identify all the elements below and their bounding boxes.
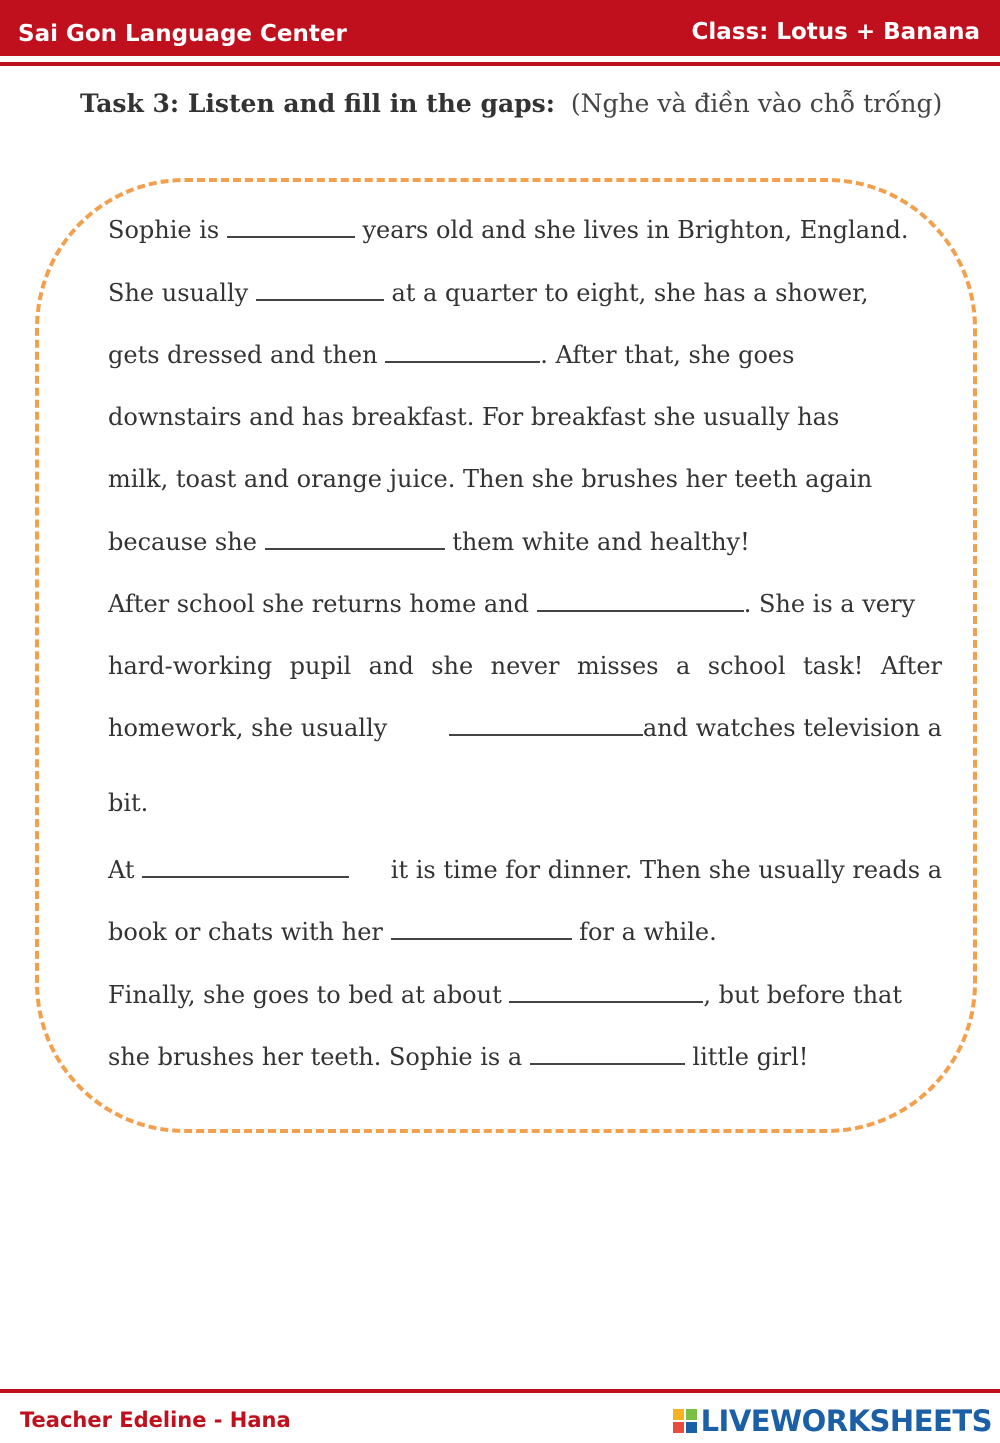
passage-line: Finally, she goes to bed at about , but before that [108, 981, 902, 1009]
logo-blocks-icon [673, 1409, 697, 1433]
passage-line: At it is time for dinner. Then she usually reads a [108, 856, 942, 884]
passage-line: downstairs and has breakfast. For breakfast she usually has [108, 403, 840, 431]
passage-line: bit. [108, 789, 149, 817]
blank-field[interactable] [256, 277, 384, 301]
task-title-note: (Nghe và điền vào chỗ trống) [570, 89, 943, 118]
blank-field[interactable] [509, 979, 703, 1003]
blank-field[interactable] [391, 916, 572, 940]
blank-field[interactable] [530, 1041, 685, 1065]
passage-line: milk, toast and orange juice. Then she brushes her teeth again [108, 465, 873, 493]
passage-line: book or chats with her for a while. [108, 918, 717, 946]
passage-line: After school she returns home and . She is a very [108, 590, 916, 618]
blank-field[interactable] [385, 339, 540, 363]
task-title [80, 86, 946, 121]
school-name: Sai Gon Language Center [18, 21, 347, 47]
passage-line: she brushes her teeth. Sophie is a little girl! [108, 1043, 809, 1071]
passage-line: because she them white and healthy! [108, 528, 750, 556]
blank-field[interactable] [142, 854, 349, 878]
passage-line: homework, she usually and watches television a [108, 714, 942, 742]
passage-line: hard-working pupil and she never misses a school task! After [108, 652, 942, 680]
footer-divider [0, 1389, 1000, 1393]
teacher-name: Teacher Edeline - Hana [20, 1408, 291, 1432]
passage-line: Sophie is years old and she lives in Brighton, England. [108, 216, 909, 244]
passage-line: She usually at a quarter to eight, she has a shower, [108, 279, 869, 307]
liveworksheets-logo [673, 1404, 992, 1438]
brand-name: LIVEWORKSHEETS [700, 1404, 992, 1438]
blank-field[interactable] [265, 526, 445, 550]
blank-field[interactable] [537, 588, 744, 612]
blank-field[interactable] [449, 712, 643, 736]
passage-line: gets dressed and then . After that, she goes [108, 341, 795, 369]
header-divider [0, 62, 1000, 66]
class-name: Class: Lotus + Banana [691, 19, 980, 45]
blank-field[interactable] [227, 214, 355, 238]
task-title-bold: Task 3: Listen and fill in the gaps: [80, 89, 555, 118]
